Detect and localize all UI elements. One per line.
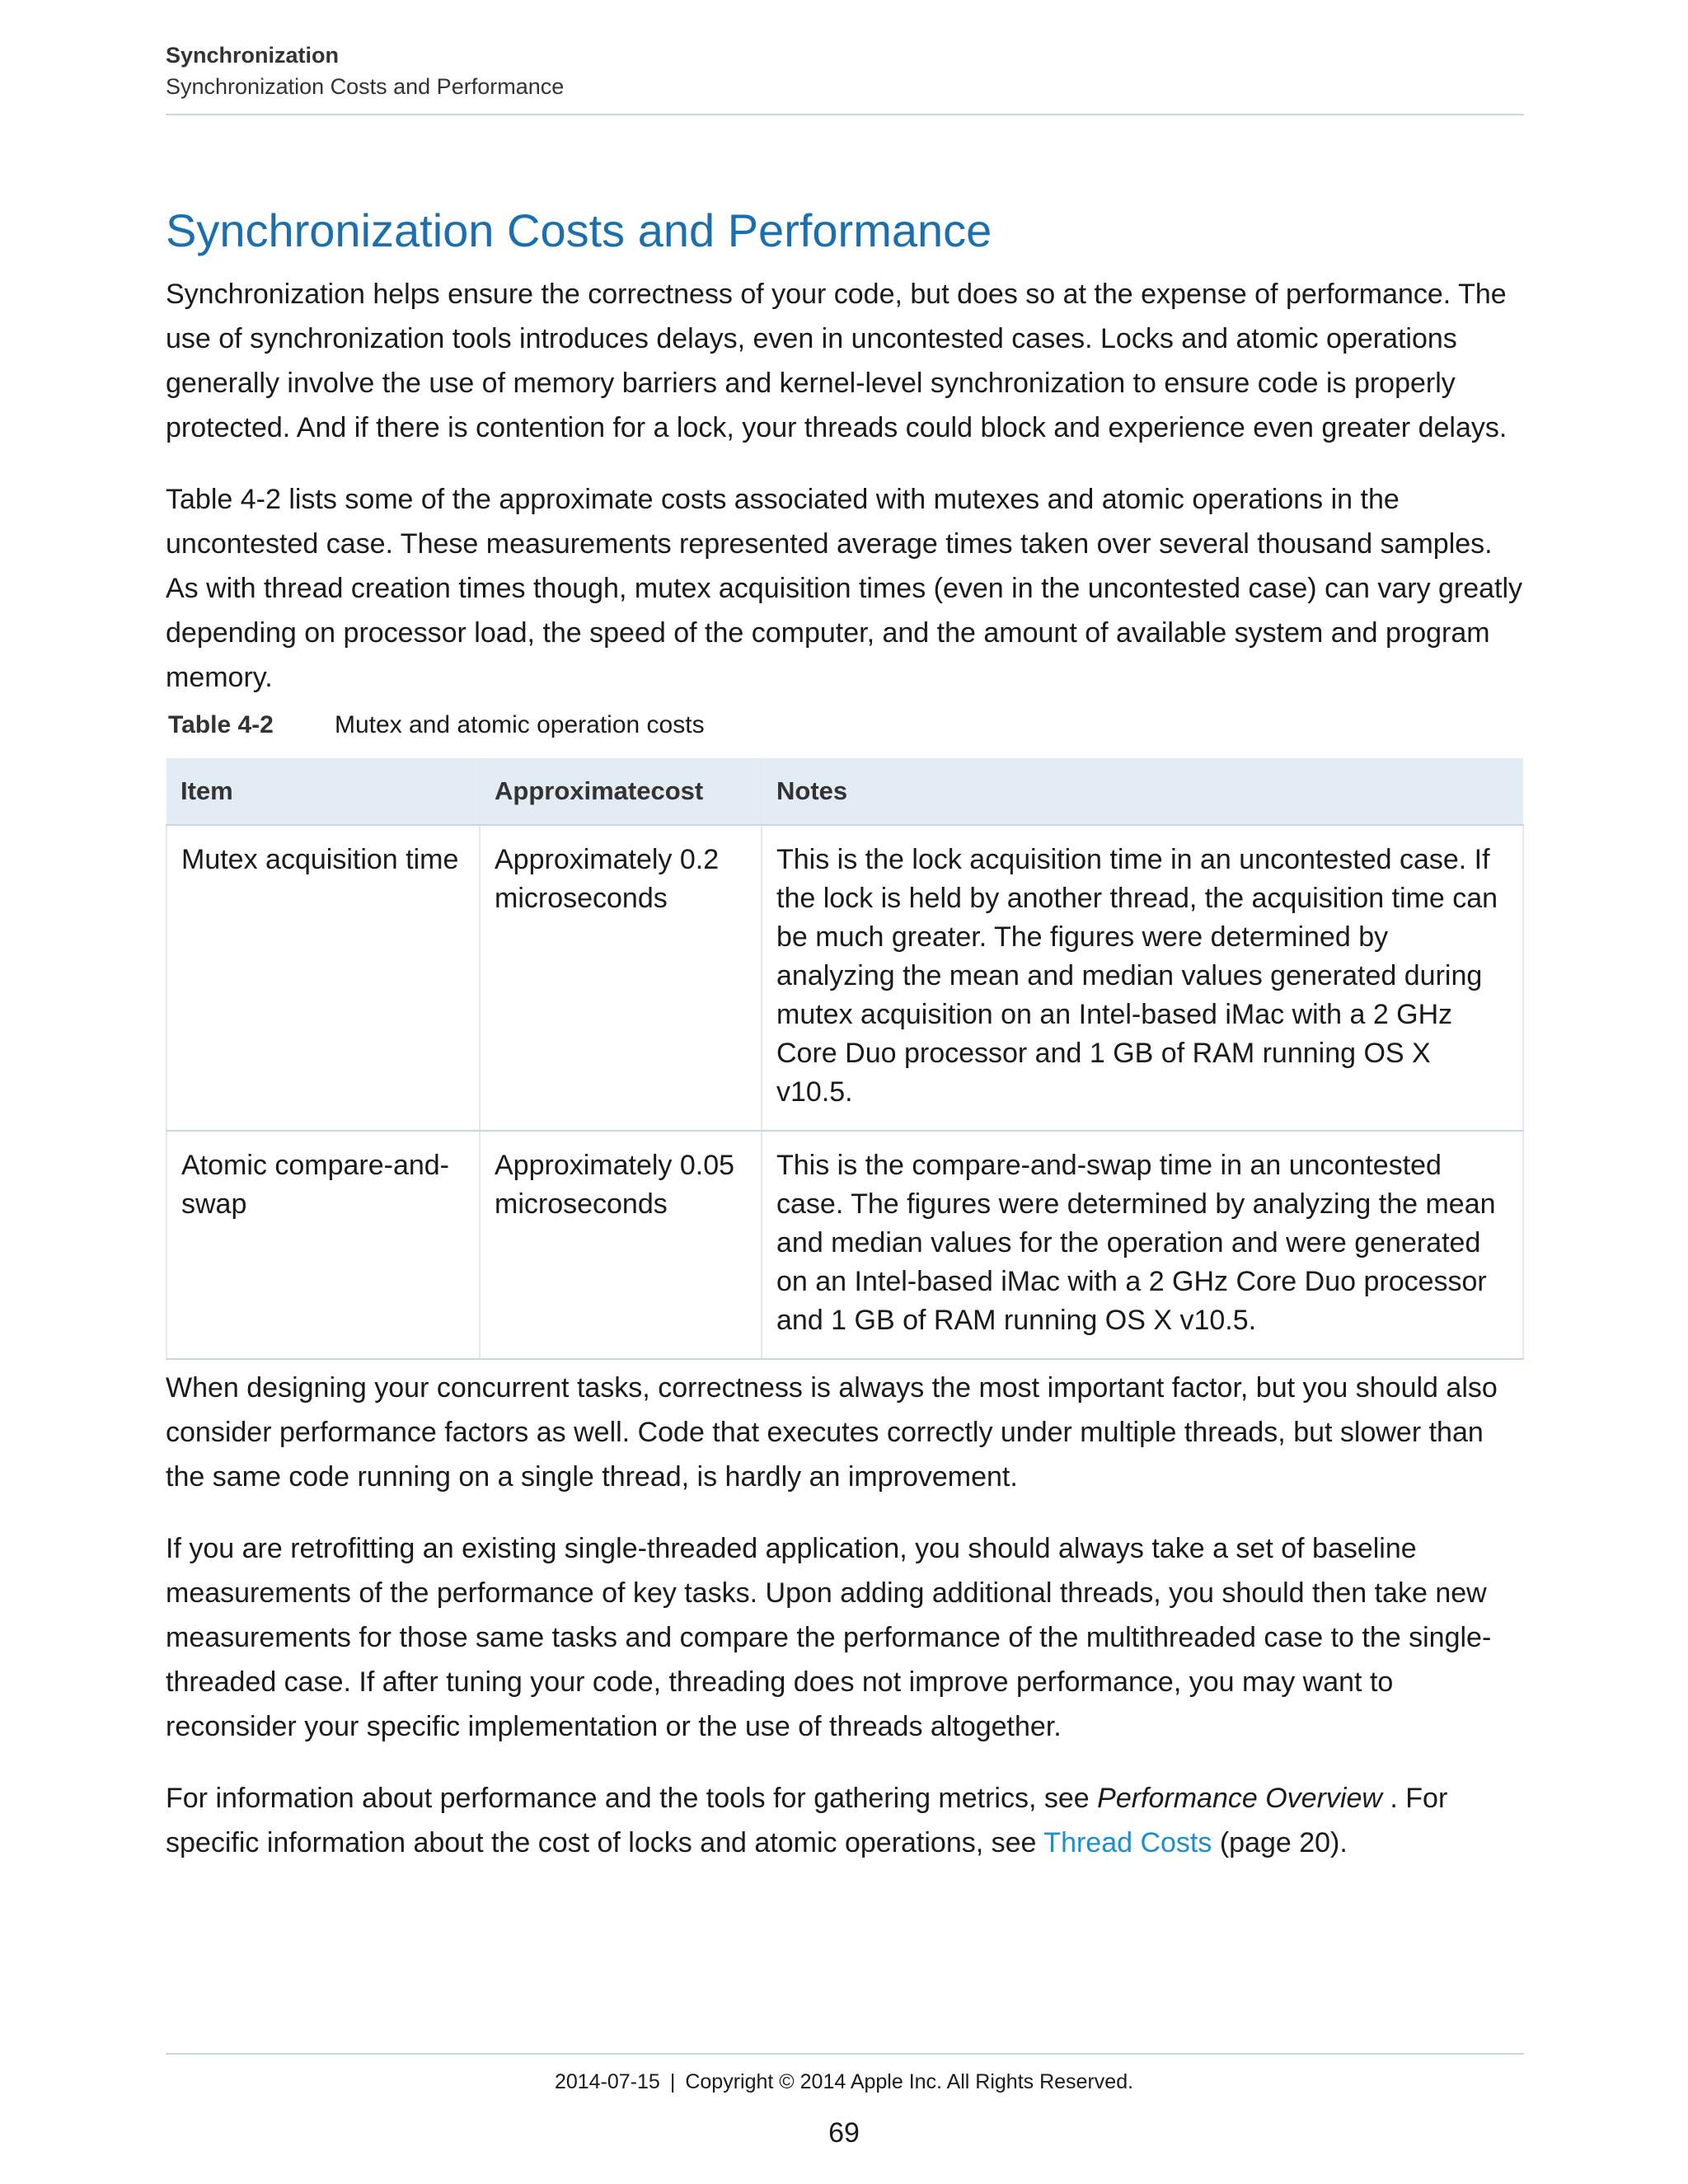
paragraph-references xyxy=(166,1776,1524,1865)
costs-table xyxy=(166,758,1524,1360)
header-divider xyxy=(166,114,1524,115)
text-run: . For specific information about the cost of locks and atomic operations, see xyxy=(166,1783,1448,1858)
table-caption-label: Table 4-2 xyxy=(168,711,274,738)
text-run: For information about performance and the tools for gathering metrics, see xyxy=(166,1783,1098,1814)
footer-separator: | xyxy=(669,2070,676,2093)
header-subsection-title: Synchronization Costs and Performance xyxy=(166,74,565,99)
table-caption-text: Mutex and atomic operation costs xyxy=(335,711,705,738)
footer-date: 2014-07-15 xyxy=(554,2070,660,2093)
paragraph: Table 4-2 lists some of the approximate costs associated with mutexes and atomic operations in the uncontested case. These measurements represented average times taken over several thousand samples. As with thread creation times though, mutex acquisition times (even in the uncontested case) can vary greatly depending on processor load, the speed of the computer, and the amount of available system and program memory. xyxy=(166,484,1523,693)
column-header-notes: Notes xyxy=(762,758,1523,825)
footer-copyright: Copyright © 2014 Apple Inc. All Rights Reserved. xyxy=(685,2070,1134,2093)
header-section-title: Synchronization xyxy=(166,43,340,68)
table-caption xyxy=(168,707,705,743)
cell-cost: Approximately 0.05 microseconds xyxy=(480,1131,762,1359)
text-run: (page 20). xyxy=(1212,1827,1348,1858)
footer-divider xyxy=(166,2053,1524,2055)
column-header-item: Item xyxy=(166,758,480,825)
cell-notes: This is the compare-and-swap time in an uncontested case. The figures were determined by analyzing the mean and median values for the operation and were generated on an Intel-based iMac with a 2 GHz Core Duo processor and 1 GB of RAM running OS X v10.5. xyxy=(762,1131,1523,1359)
page-number: 69 xyxy=(828,2117,860,2149)
cell-item: Mutex acquisition time xyxy=(166,825,480,1131)
running-header xyxy=(166,40,1524,102)
cell-item: Atomic compare-and-swap xyxy=(166,1131,480,1359)
page-title: Synchronization Costs and Performance xyxy=(166,204,992,256)
paragraph: If you are retrofitting an existing single-threaded application, you should always take a set of baseline measurements of the performance of key tasks. Upon adding additional threads, you should then take new measurements for those same tasks and compare the performance of the multithreaded case to the single-threaded case. If after tuning your code, threading does not improve performance, you may want to reconsider your specific implementation or the use of threads altogether. xyxy=(166,1533,1492,1742)
table-row xyxy=(166,825,1523,1131)
footer xyxy=(0,2067,1688,2097)
book-title-reference: Performance Overview xyxy=(1097,1783,1382,1814)
cell-cost: Approximately 0.2 microseconds xyxy=(480,825,762,1131)
column-header-cost: Approximatecost xyxy=(480,758,762,825)
paragraph: Synchronization helps ensure the correctness of your code, but does so at the expense of performance. The use of synchronization tools introduces delays, even in uncontested cases. Locks and atomic operations generally involve the use of memory barriers and kernel-level synchronization to ensure code is properly protected. And if there is contention for a lock, your threads could block and experience even greater delays. xyxy=(166,279,1507,443)
thread-costs-link[interactable]: Thread Costs xyxy=(1043,1827,1212,1858)
table-header-row xyxy=(166,758,1523,825)
cell-notes: This is the lock acquisition time in an uncontested case. If the lock is held by another thread, the acquisition time can be much greater. The figures were determined by analyzing the mean and median values generated during mutex acquisition on an Intel-based iMac with a 2 GHz Core Duo processor and 1 GB of RAM running OS X v10.5. xyxy=(762,825,1523,1131)
table-row xyxy=(166,1131,1523,1359)
intro-text xyxy=(166,272,1524,727)
paragraph: When designing your concurrent tasks, correctness is always the most important factor, but you should also consider performance factors as well. Code that executes correctly under multiple threads, but slower than the same code running on a single thread, is hardly an improvement. xyxy=(166,1372,1498,1493)
body-text xyxy=(166,1366,1524,1892)
